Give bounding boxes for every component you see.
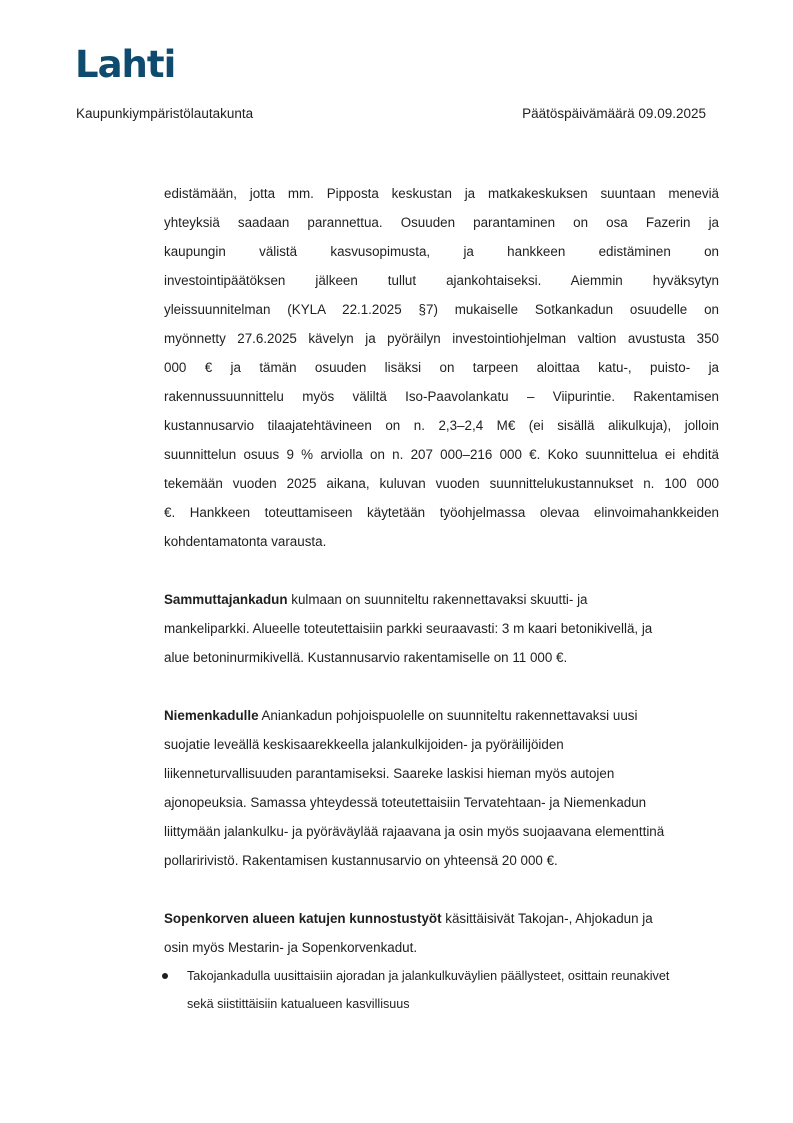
paragraph-project-funding bbox=[164, 179, 719, 556]
bold-street-name: Sammuttajankadun bbox=[164, 592, 288, 607]
text-line: €. Hankkeen toteuttamiseen käytetään työohjelmassa olevaa elinvoimahankkeiden bbox=[164, 505, 719, 520]
text-line bbox=[164, 585, 719, 614]
text-line: myönnetty 27.6.2025 kävelyn ja pyöräilyn investointiohjelman valtion avustusta 350 bbox=[164, 331, 719, 346]
text-line: investointipäätöksen jälkeen tullut ajankohtaiseksi. Aiemmin hyväksytyn bbox=[164, 273, 719, 288]
text-line: edistämään, jotta mm. Pipposta keskustan ja matkakeskuksen suuntaan meneviä bbox=[164, 186, 719, 201]
text-line: yleissuunnitelman (KYLA 22.1.2025 §7) mukaiselle Sotkankadun osuudelle on bbox=[164, 302, 719, 317]
text-line: Takojankadulla uusittaisiin ajoradan ja jalankulkuväylien päällysteet, osittain reunakivet bbox=[187, 969, 670, 983]
lahti-logo: Lahti bbox=[75, 43, 176, 86]
text-line: tekemään vuoden 2025 aikana, kuluvan vuoden suunnittelukustannukset n. 100 000 bbox=[164, 476, 719, 491]
text-line: sekä siistittäisiin katualueen kasvillisuus bbox=[187, 997, 410, 1011]
text-line: mankeliparkki. Alueelle toteutettaisiin parkki seuraavasti: 3 m kaari betonikivellä, ja bbox=[164, 621, 653, 636]
decision-date: Päätöspäivämäärä 09.09.2025 bbox=[522, 106, 706, 121]
paragraph-niemenkatu bbox=[164, 701, 719, 875]
text-line: pollaririvistö. Rakentamisen kustannusarvio on yhteensä 20 000 €. bbox=[164, 853, 558, 868]
text-line: kustannusarvio tilaajatehtävineen on n. 2,3–2,4 M€ (ei sisällä alikulkuja), jolloin bbox=[164, 418, 719, 433]
text-line: suunnittelun osuus 9 % arviolla on n. 207 000–216 000 €. Koko suunnittelua ei ehditä bbox=[164, 447, 719, 462]
text-line: suojatie leveällä keskisaarekkeella jalankulkijoiden- ja pyöräilijöiden bbox=[164, 737, 564, 752]
text-fragment: Aniankadun pohjoispuolelle on suunniteltu rakennettavaksi uusi bbox=[258, 708, 638, 723]
text-line: yhteyksiä saadaan parannettua. Osuuden parantaminen on osa Fazerin ja bbox=[164, 215, 719, 230]
text-line: rakennussuunnittelu myös väliltä Iso-Paavolankatu – Viipurintie. Rakentamisen bbox=[164, 389, 719, 404]
text-fragment: kulmaan on suunniteltu rakennettavaksi skuutti- ja bbox=[287, 592, 588, 607]
text-line bbox=[164, 904, 719, 933]
text-line: kohdentamatonta varausta. bbox=[164, 534, 327, 549]
text-line bbox=[164, 701, 719, 730]
text-line: 000 € ja tämän osuuden lisäksi on tarpeen aloittaa katu-, puisto- ja bbox=[164, 360, 719, 375]
organization-name: Kaupunkiympäristölautakunta bbox=[76, 106, 254, 121]
text-line: kaupungin välistä kasvusopimusta, ja hankkeen edistäminen on bbox=[164, 244, 719, 259]
bullet-item bbox=[164, 962, 719, 1018]
document-header bbox=[76, 106, 706, 121]
paragraph-sopenkorpi bbox=[164, 904, 719, 962]
text-fragment: käsittäisivät Takojan-, Ahjokadun ja bbox=[441, 911, 653, 926]
text-line: liittymään jalankulku- ja pyöräväylää rajaavana ja osin myös suojaavana elementtinä bbox=[164, 824, 665, 839]
paragraph-sammuttajankatu bbox=[164, 585, 719, 672]
text-line: alue betoninurmikivellä. Kustannusarvio rakentamiselle on 11 000 €. bbox=[164, 650, 568, 665]
bold-street-name: Niemenkadulle bbox=[164, 708, 259, 723]
text-line: ajonopeuksia. Samassa yhteydessä toteutettaisiin Tervatehtaan- ja Niemenkadun bbox=[164, 795, 647, 810]
bullet-icon bbox=[162, 973, 168, 979]
text-line: osin myös Mestarin- ja Sopenkorvenkadut. bbox=[164, 940, 418, 955]
document-body bbox=[164, 179, 719, 1018]
bold-area-name: Sopenkorven alueen katujen kunnostustyöt bbox=[164, 911, 442, 926]
text-line: liikenneturvallisuuden parantamiseksi. Saareke laskisi hieman myös autojen bbox=[164, 766, 615, 781]
